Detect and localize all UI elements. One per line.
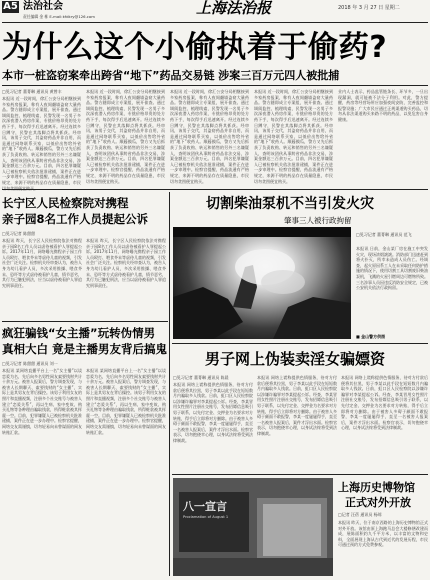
exhibit-sign: 八一宣言 [183, 500, 227, 513]
fire-headline: 切割柴油泵机不当引发火灾 [206, 196, 374, 212]
museum-byline: □记者 汪蓓 通讯员 杨琼 [338, 512, 382, 517]
lead-body-col2: 本报讯 近一段时间，徐汇公安分局相继接到多家药房报案，称有人夜间翻墙盗窃大量药品。警方随即成立专案组，展开侦查。通过调阅监控、梳理线索，民警发现一名男子多次深夜潜入药房作案，专挑价格昂贵的处方药下手，每次得手后迅速离开。经过连续多日蹲守，民警在其落脚点将其抓获。经审讯，该男子交代，其盗窃药品并非自用，而是通过网络联系买家，以低价出售给外省的“地下”收药人。顺藤摸瓜，警方又先后抓获了负责收购、转运和销售的另外三名嫌疑人，查明该团伙从事跨省药品非法交易，涉案金额达三百余万元。目前，四名犯罪嫌疑人已被检察机关依法批准逮捕，案件正在进一步审理中。检察官提醒，药品流通有严格规定，来源不明的药品存在质量隐患，市民切勿贪图便宜购买。 [86, 89, 165, 184]
lead-headline: 为什么这个小偷执着于偷药? [2, 30, 388, 65]
lead-byline: □见习记者 董菁琳 通讯员 黄曾丰 [2, 89, 62, 94]
rule-under-lead [2, 189, 428, 190]
changning-headline-2: 亲子园8名工作人员提起公诉 [2, 212, 149, 226]
scam-headline-1: 疯狂骗钱“女主播”玩转伪情男 [2, 326, 156, 340]
lead-subhead: 本市一桩盗窃案牵出跨省“地下”药品交易链 涉案三百万元四人被批捕 [2, 69, 340, 82]
scam-headline-2: 真相大白 竟是主播男友背后搞鬼 [2, 342, 168, 356]
fire-byline: □见习记者 董菁琳 通讯员 范飞 [356, 232, 412, 237]
museum-photo [173, 478, 333, 576]
scam-body-col1: 本报讯 某网络直播平台上一名“女主播”以谈恋爱为名，先后向多名男性网友索要钱财共计十余万元。被害人报案后，警方调查发现，与被害人长期聊天、索要钱财的“女主播”，实际上是其男友在背后操控。该男子利用女友的照片和直播视频，注册多个社交账号与被害人建立“恋爱关系”，再以生病、家中变故、购买礼物等各种理由骗取钱款，所得赃款被其挥霍一空。目前，犯罪嫌疑人已被检察机关批准逮捕，案件正在进一步办理中。检察官提醒，网络交友需谨慎，切勿轻易向未曾谋面的网友转账汇款。 [2, 368, 82, 435]
rule-right-lower [172, 474, 428, 475]
fire-caption: ■ 金山警方供图 [356, 334, 386, 339]
lead-body-col3: 本报讯 近一段时间，徐汇公安分局相继接到多家药房报案，称有人夜间翻墙盗窃大量药品。警方随即成立专案组，展开侦查。通过调阅监控、梳理线索，民警发现一名男子多次深夜潜入药房作案，专挑价格昂贵的处方药下手，每次得手后迅速离开。经过连续多日蹲守，民警在其落脚点将其抓获。经审讯，该男子交代，其盗窃药品并非自用，而是通过网络联系买家，以低价出售给外省的“地下”收药人。顺藤摸瓜，警方又先后抓获了负责收购、转运和销售的另外三名嫌疑人，查明该团伙从事跨省药品非法交易，涉案金额达三百余万元。目前，四名犯罪嫌疑人已被检察机关依法批准逮捕，案件正在进一步审理中。检察官提醒，药品流通有严格规定，来源不明的药品存在质量隐患，市民切勿贪图便宜购买。 [170, 89, 249, 184]
fakesite-byline: □见习记者 董菁琳 通讯员 陈晨 [173, 375, 229, 380]
right-column-body: 业内人士表示，药品监管链条长、环节多，一旦出现漏洞，就可能被不法分子利用。对此，警方提醒，药房等经营场所应加强夜间安防，完善监控和报警设施；广大市民应通过正规渠道购买药品，切勿从非法渠道购买来路不明的药品，以免危害自身健康。 [338, 89, 428, 122]
section-tag-label: A5 [3, 1, 18, 12]
section-tag [2, 1, 19, 13]
museum-headline-2: 正式对外开放 [345, 496, 411, 509]
rule-left-mid [2, 321, 168, 322]
scam-byline: □见习记者 陈甜甜 通讯员 刘一 [2, 361, 58, 366]
lead-body-col1: 本报讯 近一段时间，徐汇公安分局相继接到多家药房报案，称有人夜间翻墙盗窃大量药品。警方随即成立专案组，展开侦查。通过调阅监控、梳理线索，民警发现一名男子多次深夜潜入药房作案，专挑价格昂贵的处方药下手，每次得手后迅速离开。经过连续多日蹲守，民警在其落脚点将其抓获。经审讯，该男子交代，其盗窃药品并非自用，而是通过网络联系买家，以低价出售给外省的“地下”收药人。顺藤摸瓜，警方又先后抓获了负责收购、转运和销售的另外三名嫌疑人，查明该团伙从事跨省药品非法交易，涉案金额达三百余万元。目前，四名犯罪嫌疑人已被检察机关依法批准逮捕，案件正在进一步审理中。检察官提醒，药品流通有严格规定，来源不明的药品存在质量隐患，市民切勿贪图便宜购买。 [2, 96, 81, 191]
scam-body-col2: 本报讯 某网络直播平台上一名“女主播”以谈恋爱为名，先后向多名男性网友索要钱财共计十余万元。被害人报案后，警方调查发现，与被害人长期聊天、索要钱财的“女主播”，实际上是其男友在背后操控。该男子利用女友的照片和直播视频，注册多个社交账号与被害人建立“恋爱关系”，再以生病、家中变故、购买礼物等各种理由骗取钱款，所得赃款被其挥霍一空。目前，犯罪嫌疑人已被检察机关批准逮捕，案件正在进一步办理中。检察官提醒，网络交友需谨慎，切勿轻易向未曾谋面的网友转账汇款。 [86, 368, 166, 435]
fire-subhead: 肇事三人被行政拘留 [284, 216, 352, 225]
changning-byline: □见习记者 陈甜甜 [2, 231, 36, 236]
vertical-rule [169, 192, 170, 576]
museum-exhibit-graphic [173, 478, 333, 576]
paper-name: 上海法治报 [196, 0, 272, 17]
fakesite-headline: 男子网上伪装卖淫女骗嫖资 [205, 350, 386, 368]
date-line: 2018 年 3 月 27 日 星期二 [338, 5, 400, 11]
museum-body: 本报讯 昨天，位于南京西路的上海历史博物馆正式对外开放。该馆由原上海跑马总会大楼修缮改建而成，展陈面积约九千平方米，以丰富的文物和史料，全面展现上海从古代到近代的发展历程，市民可通过预约方式免费参观。 [338, 520, 428, 548]
editor-line: 责任编辑 金 栋 E-mail:kfdkry@126.com [23, 14, 95, 19]
changning-headline-1: 长宁区人民检察院对携程 [2, 196, 129, 210]
rule-right-mid [172, 343, 428, 344]
exhibit-sign-sub: Proclamation of August 1 [183, 515, 229, 519]
fakesite-body-col3: 本报讯 网络上谎称提供色情服务，待对方付款后便将其拉黑，男子李某以此手段在短短数月内骗取多人钱款。日前，虹口区人民检察院以涉嫌诈骗罪对李某提起公诉。经查，李某冒用女性照片注册社交账号，发布招嫖信息吸引男子联系，以先付定金、交押金为名要求对方转账，得手后立即将对方删除。由于被害人多碍于颜面不敢报警，李某一度屡屡得手，直至一名被害人报案后，案件才浮出水面。检察官表示，切勿抱侥幸心理，以身试法终将受到法律制裁。 [341, 375, 428, 431]
changning-body-col1: 本报讯 昨天，长宁区人民检察院依法对携程亲子园8名工作人员以虐待被看护人罪提起公诉。2017年11月，网络曝光携程亲子园工作人员殴打、喂食芥末等虐待儿童的视频，引发社会广泛关注。检察机关经审查认为，被告人身为幼儿看护人员，多次采用推搡、喂食芥末、恐吓等方式虐待被看护儿童，情节恶劣，其行为已触犯刑法，应当以虐待被看护人罪追究刑事责任。 [2, 238, 82, 288]
fire-scene-graphic [173, 227, 351, 339]
changning-body-col2: 本报讯 昨天，长宁区人民检察院依法对携程亲子园8名工作人员以虐待被看护人罪提起公诉。2017年11月，网络曝光携程亲子园工作人员殴打、喂食芥末等虐待儿童的视频，引发社会广泛关注。检察机关经审查认为，被告人身为幼儿看护人员，多次采用推搡、喂食芥末、恐吓等方式虐待被看护儿童，情节恶劣，其行为已触犯刑法，应当以虐待被看护人罪追究刑事责任。 [86, 238, 166, 288]
lead-rule [2, 85, 428, 86]
lead-body-col4: 本报讯 近一段时间，徐汇公安分局相继接到多家药房报案，称有人夜间翻墙盗窃大量药品。警方随即成立专案组，展开侦查。通过调阅监控、梳理线索，民警发现一名男子多次深夜潜入药房作案，专挑价格昂贵的处方药下手，每次得手后迅速离开。经过连续多日蹲守，民警在其落脚点将其抓获。经审讯，该男子交代，其盗窃药品并非自用，而是通过网络联系买家，以低价出售给外省的“地下”收药人。顺藤摸瓜，警方又先后抓获了负责收购、转运和销售的另外三名嫌疑人，查明该团伙从事跨省药品非法交易，涉案金额达三百余万元。目前，四名犯罪嫌疑人已被检察机关依法批准逮捕，案件正在进一步审理中。检察官提醒，药品流通有严格规定，来源不明的药品存在质量隐患，市民切勿贪图便宜购买。 [254, 89, 333, 184]
fakesite-body-col2: 本报讯 网络上谎称提供色情服务，待对方付款后便将其拉黑，男子李某以此手段在短短数月内骗取多人钱款。日前，虹口区人民检察院以涉嫌诈骗罪对李某提起公诉。经查，李某冒用女性照片注册社交账号，发布招嫖信息吸引男子联系，以先付定金、交押金为名要求对方转账，得手后立即将对方删除。由于被害人多碍于颜面不敢报警，李某一度屡屡得手，直至一名被害人报案后，案件才浮出水面。检察官表示，切勿抱侥幸心理，以身试法终将受到法律制裁。 [257, 375, 337, 436]
section-title: 法治社会 [23, 1, 63, 12]
fire-body: 本报讯 日前，金山某厂房在施工中突发火灾，现场浓烟滚滚。消防部门迅速赶到将火扑灭，所幸未造成人员伤亡。经调查，起火原因系工人在未采取任何防护措施的情况下，使用切割工具切割废旧柴油泵机，飞溅的火星引燃周边可燃物所致。三名涉事人员因违反消防安全规定，已被公安机关依法行政拘留。 [356, 246, 428, 291]
fakesite-body-col1: 本报讯 网络上谎称提供色情服务，待对方付款后便将其拉黑，男子李某以此手段在短短数月内骗取多人钱款。日前，虹口区人民检察院以涉嫌诈骗罪对李某提起公诉。经查，李某冒用女性照片注册社交账号，发布招嫖信息吸引男子联系，以先付定金、交押金为名要求对方转账，得手后立即将对方删除。由于被害人多碍于颜面不敢报警，李某一度屡屡得手，直至一名被害人报案后，案件才浮出水面。检察官表示，切勿抱侥幸心理，以身试法终将受到法律制裁。 [173, 382, 253, 443]
fire-photo [173, 227, 351, 339]
masthead-rule [2, 22, 428, 23]
museum-headline-1: 上海历史博物馆 [338, 481, 415, 494]
